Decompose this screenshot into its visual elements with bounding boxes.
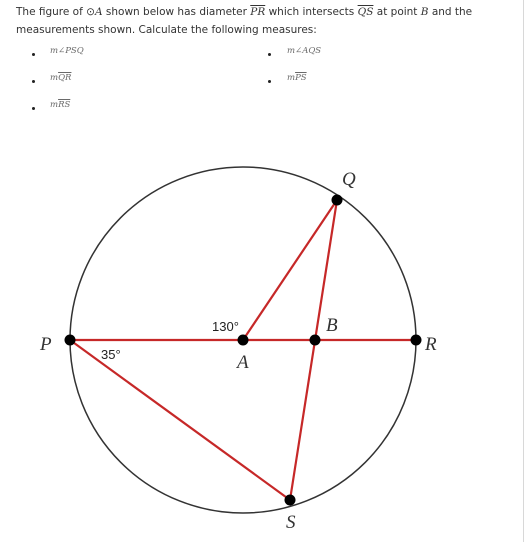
label-q: Q — [342, 169, 356, 190]
radius-aq — [243, 200, 337, 340]
intro-text-2: shown below has diameter — [102, 6, 251, 18]
measure-arc-rs: $m\overline{RS}$ — [50, 100, 71, 110]
label-a: A — [237, 352, 249, 373]
point-p-dot — [65, 335, 76, 346]
intro-text-1: The figure of — [16, 6, 87, 18]
measure-angle-psq: m∠PSQ — [50, 46, 84, 56]
chord-qs — [290, 200, 337, 500]
label-b: B — [326, 315, 338, 336]
intro-text-4: at point — [373, 6, 421, 18]
intro-text-5: and the measurements shown. Calculate the following measures: — [16, 6, 473, 36]
chord-name: $\overline{QS}$ — [357, 6, 374, 18]
intersection-point-name: B — [420, 6, 429, 18]
label-s: S — [286, 512, 296, 533]
angle-label-35: 35° — [101, 347, 121, 362]
point-q-dot — [332, 195, 343, 206]
point-r-dot — [411, 335, 422, 346]
measure-arc-ps: $m\overline{PS}$ — [287, 73, 307, 83]
label-p: P — [40, 334, 52, 355]
measure-angle-aqs: m∠AQS — [287, 46, 322, 56]
chord-ps — [70, 340, 290, 500]
diameter-name: $\overline{PR}$ — [250, 6, 266, 18]
point-b-dot — [310, 335, 321, 346]
label-r: R — [425, 334, 437, 355]
circle-symbol-icon: ⊙ — [86, 6, 95, 18]
circle-name: A — [94, 6, 103, 18]
intro-text-3: which intersects — [265, 6, 358, 18]
measure-arc-qr: $m\overline{QR}$ — [50, 73, 72, 83]
point-s-dot — [285, 495, 296, 506]
point-a-dot — [238, 335, 249, 346]
angle-label-130: 130° — [212, 319, 239, 334]
